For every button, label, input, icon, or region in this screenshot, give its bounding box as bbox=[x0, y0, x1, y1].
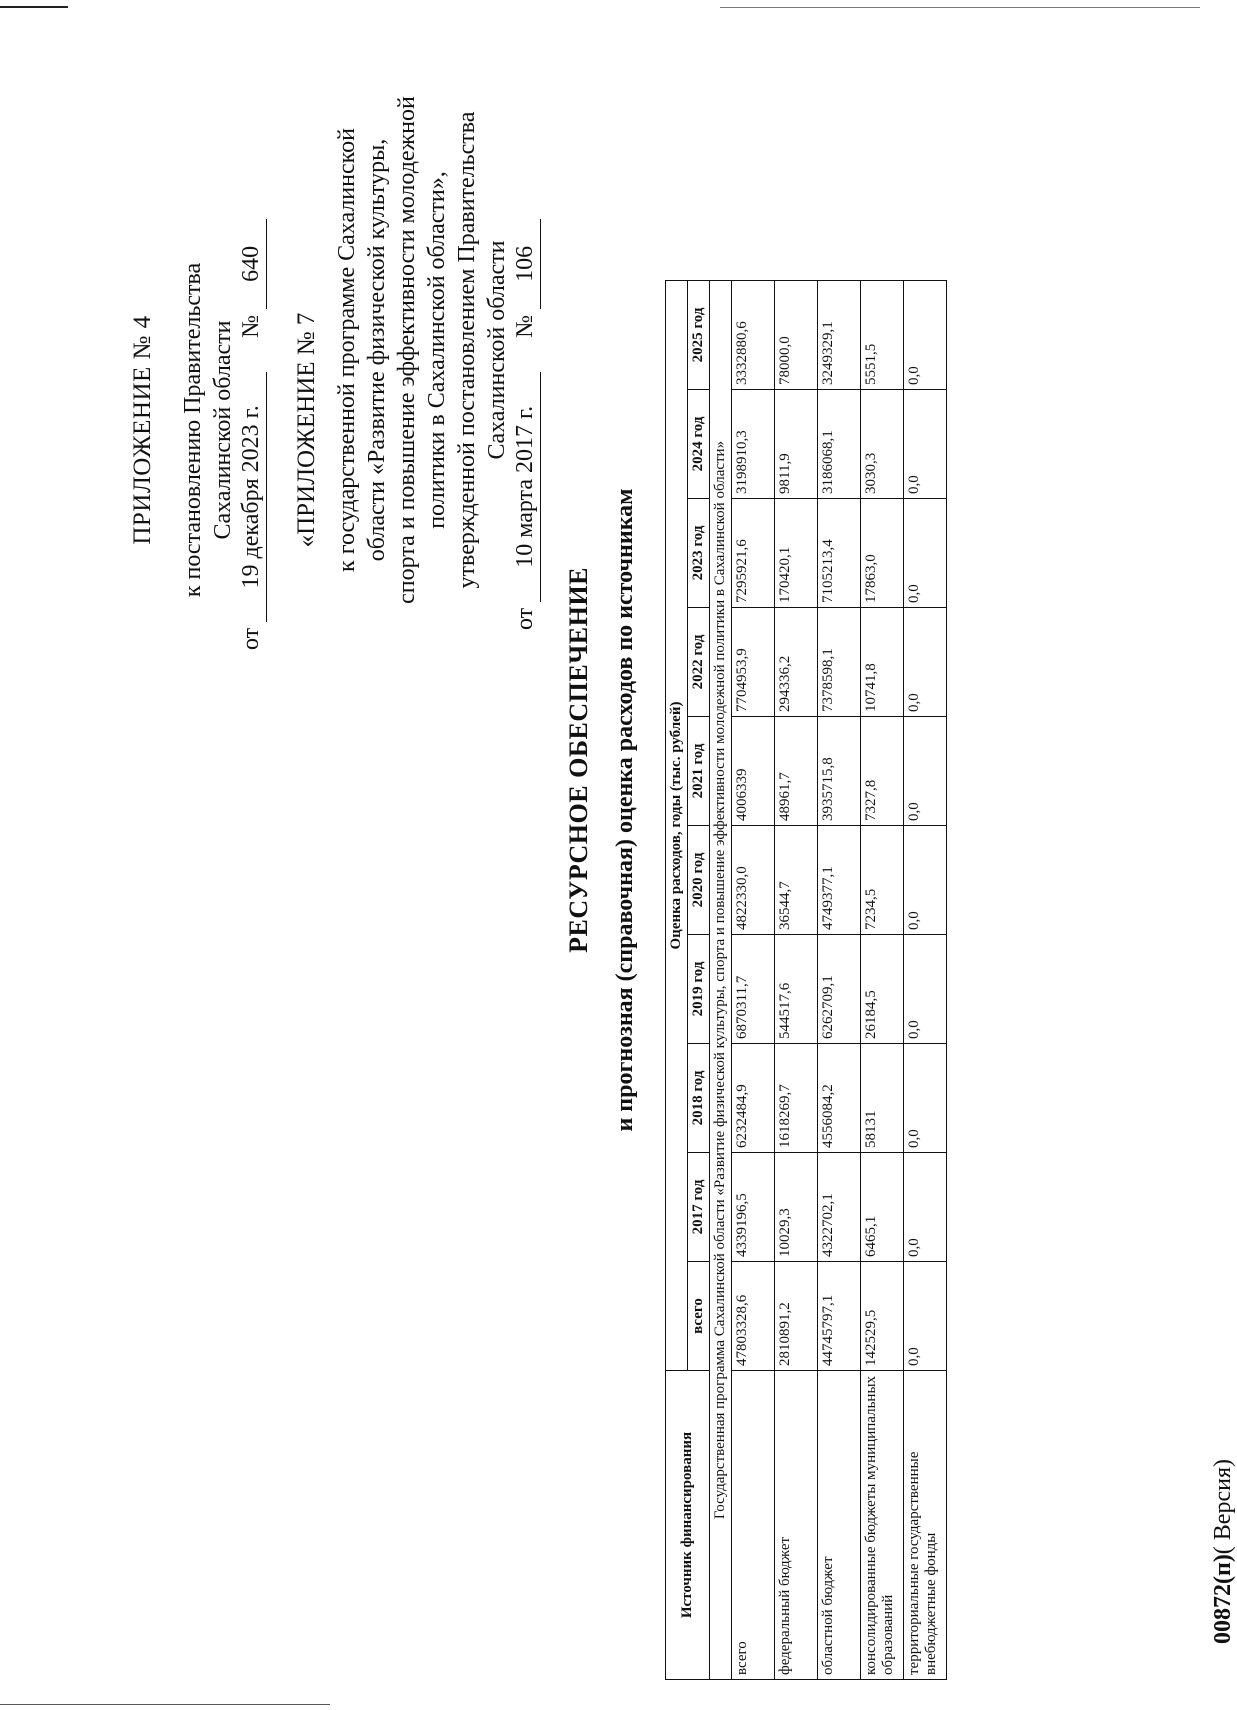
value-cell: 7295921,6 bbox=[732, 499, 775, 608]
number-sign: № bbox=[238, 314, 264, 338]
value-cell: 44745797,1 bbox=[818, 1262, 861, 1371]
document-version: ( Версия) bbox=[1210, 1459, 1236, 1555]
value-cell: 17863,0 bbox=[861, 499, 904, 608]
value-cell: 6232484,9 bbox=[732, 1044, 775, 1153]
program-line: утвержденной постановлением Правительства bbox=[454, 111, 480, 589]
source-cell: консолидированные бюджеты муниципальных образований bbox=[861, 1371, 904, 1680]
value-cell: 2810891,2 bbox=[775, 1262, 818, 1371]
value-cell: 48961,7 bbox=[775, 717, 818, 826]
value-cell: 0,0 bbox=[904, 935, 947, 1044]
source-cell: территориальные государственные внебюджетные фонды bbox=[904, 1371, 947, 1680]
source-cell: областной бюджет bbox=[818, 1371, 861, 1680]
value-cell: 7704953,9 bbox=[732, 608, 775, 717]
value-cell: 4339196,5 bbox=[732, 1153, 775, 1262]
table-row bbox=[732, 281, 775, 1680]
value-cell: 6262709,1 bbox=[818, 935, 861, 1044]
value-cell: 4822330,0 bbox=[732, 826, 775, 935]
approval-number: 106 bbox=[510, 219, 541, 309]
value-cell: 5551,5 bbox=[861, 281, 904, 390]
value-cell: 10741,8 bbox=[861, 608, 904, 717]
table-row bbox=[775, 281, 818, 1680]
table-row bbox=[904, 281, 947, 1680]
column-header: 2020 год bbox=[688, 826, 710, 935]
column-header: 2024 год bbox=[688, 390, 710, 499]
estimate-header: Оценка расходов, годы (тыс. рублей) bbox=[666, 281, 688, 1371]
column-header: 2018 год bbox=[688, 1044, 710, 1153]
resolution-reference: к постановлению Правительства bbox=[180, 262, 206, 598]
date-prefix: от bbox=[512, 607, 538, 630]
value-cell: 0,0 bbox=[904, 281, 947, 390]
value-cell: 3198910,3 bbox=[732, 390, 775, 499]
value-cell: 7378598,1 bbox=[818, 608, 861, 717]
resolution-date-row bbox=[236, 219, 267, 650]
value-cell: 3935715,8 bbox=[818, 717, 861, 826]
program-line: политики в Сахалинской области», bbox=[424, 171, 450, 529]
value-cell: 0,0 bbox=[904, 390, 947, 499]
value-cell: 78000,0 bbox=[775, 281, 818, 390]
source-column-header: Источник финансирования bbox=[666, 1371, 710, 1680]
column-header: 2022 год bbox=[688, 608, 710, 717]
value-cell: 58131 bbox=[861, 1044, 904, 1153]
resolution-number: 640 bbox=[236, 219, 267, 309]
column-header: 2023 год bbox=[688, 499, 710, 608]
resource-table bbox=[665, 280, 947, 1680]
value-cell: 26184,5 bbox=[861, 935, 904, 1044]
value-cell: 294336,2 bbox=[775, 608, 818, 717]
approval-date-row bbox=[510, 219, 541, 630]
value-cell: 10029,3 bbox=[775, 1153, 818, 1262]
value-cell: 6465,1 bbox=[861, 1153, 904, 1262]
column-header: 2025 год bbox=[688, 281, 710, 390]
value-cell: 4556084,2 bbox=[818, 1044, 861, 1153]
appendix-original-title: «ПРИЛОЖЕНИЕ № 7 bbox=[293, 312, 320, 548]
column-header: всего bbox=[688, 1262, 710, 1371]
region-name: Сахалинской области bbox=[210, 320, 236, 540]
source-cell: федеральный бюджет bbox=[775, 1371, 818, 1680]
value-cell: 4322702,1 bbox=[818, 1153, 861, 1262]
value-cell: 47803328,6 bbox=[732, 1262, 775, 1371]
value-cell: 3332880,6 bbox=[732, 281, 775, 390]
value-cell: 0,0 bbox=[904, 717, 947, 826]
program-reference bbox=[332, 70, 512, 630]
approval-date: 10 марта 2017 г. bbox=[510, 372, 541, 602]
value-cell: 4749377,1 bbox=[818, 826, 861, 935]
value-cell: 142529,5 bbox=[861, 1262, 904, 1371]
document-code bbox=[1210, 1459, 1237, 1644]
program-row: Государственная программа Сахалинской области «Развитие физической культуры, спорта и повышение эффективности молодежной политики в Сахалинской области» bbox=[710, 281, 732, 1680]
value-cell: 0,0 bbox=[904, 499, 947, 608]
document-subtitle: и прогнозная (справочная) оценка расходов по источникам bbox=[612, 488, 638, 1132]
value-cell: 7105213,4 bbox=[818, 499, 861, 608]
program-line: спорта и повышение эффективности молодежной bbox=[394, 96, 420, 604]
resolution-date: 19 декабря 2023 г. bbox=[236, 372, 267, 622]
value-cell: 4006339 bbox=[732, 717, 775, 826]
program-line: области «Развитие физической культуры, bbox=[364, 138, 390, 562]
value-cell: 3030,3 bbox=[861, 390, 904, 499]
value-cell: 3249329,1 bbox=[818, 281, 861, 390]
value-cell: 3186068,1 bbox=[818, 390, 861, 499]
value-cell: 0,0 bbox=[904, 1153, 947, 1262]
value-cell: 544517,6 bbox=[775, 935, 818, 1044]
value-cell: 0,0 bbox=[904, 1262, 947, 1371]
value-cell: 9811,9 bbox=[775, 390, 818, 499]
column-header: 2021 год bbox=[688, 717, 710, 826]
value-cell: 1618269,7 bbox=[775, 1044, 818, 1153]
table-row bbox=[818, 281, 861, 1680]
column-header: 2019 год bbox=[688, 935, 710, 1044]
source-cell: всего bbox=[732, 1371, 775, 1680]
document-title: РЕСУРСНОЕ ОБЕСПЕЧЕНИЕ bbox=[564, 567, 593, 953]
document-code-number: 00872(п) bbox=[1210, 1554, 1236, 1644]
value-cell: 6870311,7 bbox=[732, 935, 775, 1044]
column-header: 2017 год bbox=[688, 1153, 710, 1262]
number-sign: № bbox=[512, 314, 538, 338]
value-cell: 7327,8 bbox=[861, 717, 904, 826]
value-cell: 0,0 bbox=[904, 608, 947, 717]
table-row bbox=[861, 281, 904, 1680]
value-cell: 0,0 bbox=[904, 826, 947, 935]
value-cell: 7234,5 bbox=[861, 826, 904, 935]
appendix-title: ПРИЛОЖЕНИЕ № 4 bbox=[129, 315, 156, 545]
program-line: Сахалинской области bbox=[484, 240, 510, 460]
value-cell: 0,0 bbox=[904, 1044, 947, 1153]
value-cell: 36544,7 bbox=[775, 826, 818, 935]
value-cell: 170420,1 bbox=[775, 499, 818, 608]
date-prefix: от bbox=[238, 627, 264, 650]
program-line: к государственной программе Сахалинской bbox=[334, 128, 360, 572]
